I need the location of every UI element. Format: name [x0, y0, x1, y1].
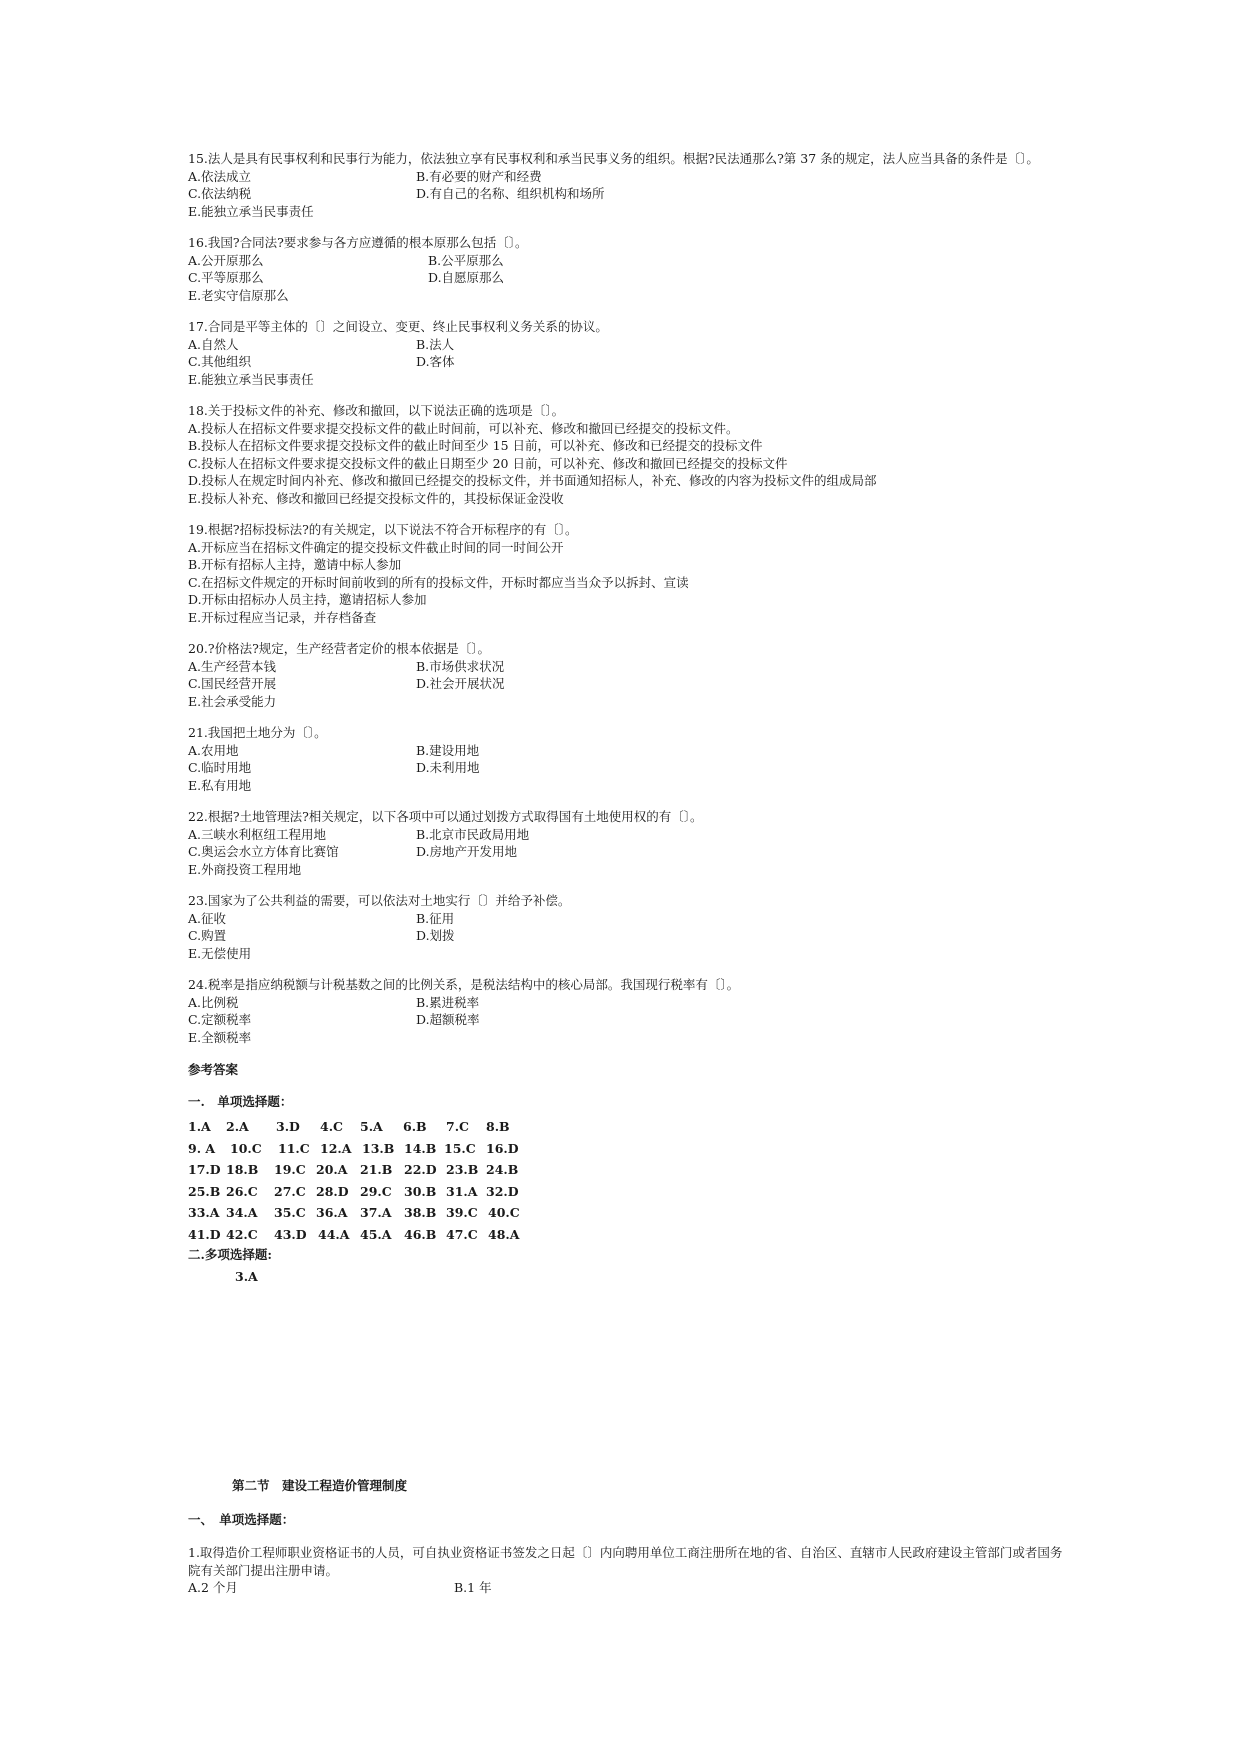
- option-b: B.投标人在招标文件要求提交投标文件的截止时间至少 15 日前，可以补充、修改和已经提交的投标文件: [188, 438, 763, 453]
- answer-row: [188, 1202, 1068, 1224]
- option-e: E.能独立承当民事责任: [188, 371, 314, 387]
- option-d: D.超额税率: [416, 1012, 480, 1027]
- option-d: D.开标由招标办人员主持，邀请招标人参加: [188, 592, 427, 607]
- section-heading: 第二节 建设工程造价管理制度: [232, 1478, 408, 1493]
- question: [188, 892, 1068, 962]
- option-a: A.公开原那么: [188, 252, 264, 268]
- answer-cell: 26.C: [226, 1183, 258, 1199]
- answer-cell: 28.D: [316, 1183, 349, 1199]
- question-stem: 20.?价格法?规定，生产经营者定价的根本依据是〔〕。: [188, 641, 491, 656]
- answer-cell: 5.A: [360, 1119, 383, 1134]
- option-a: A.投标人在招标文件要求提交投标文件的截止时间前，可以补充、修改和撤回已经提交的投标文件。: [188, 420, 739, 436]
- answer-row: [188, 1116, 1068, 1138]
- option-b: B.1 年: [454, 1580, 492, 1595]
- answer-cell: 34.A: [226, 1205, 258, 1220]
- answer-cell: 15.C: [444, 1140, 476, 1156]
- option-b: B.有必要的财产和经费: [416, 168, 542, 184]
- question-stem: 22.根据?土地管理法?相关规定，以下各项中可以通过划拨方式取得国有土地使用权的有〔〕。: [188, 809, 703, 824]
- answer-cell: 27.C: [274, 1183, 306, 1199]
- answer-cell: 36.A: [316, 1205, 348, 1220]
- answer-cell: 18.B: [226, 1162, 259, 1177]
- answer-cell: 39.C: [446, 1205, 478, 1220]
- answer-cell: 25.B: [188, 1183, 221, 1199]
- option-d: D.有自己的名称、组织机构和场所: [416, 186, 605, 201]
- option-a: A.2 个月: [188, 1580, 238, 1595]
- answer-cell: 47.C: [446, 1226, 478, 1242]
- option-d: D.自愿原那么: [428, 270, 505, 285]
- option-c: C.其他组织: [188, 354, 252, 369]
- answer-cell: 35.C: [274, 1205, 306, 1220]
- answer-cell: 33.A: [188, 1205, 220, 1220]
- question-stem: 1.取得造价工程师职业资格证书的人员，可自执业资格证书签发之日起〔〕内向聘用单位工商注册所在地的省、自治区、直辖市人民政府建设主管部门或者国务院有关部门提出注册申请。: [188, 1545, 1063, 1578]
- question-stem: 21.我国把土地分为〔〕。: [188, 725, 327, 740]
- question-stem: 19.根据?招标投标法?的有关规定，以下说法不符合开标程序的有〔〕。: [188, 522, 578, 537]
- option-b: B.北京市民政局用地: [416, 826, 530, 842]
- option-d: D.客体: [416, 354, 455, 369]
- question-list: [188, 150, 1068, 1046]
- option-a: A.征收: [188, 910, 227, 926]
- answer-cell: 6.B: [403, 1119, 427, 1134]
- question: [188, 724, 1068, 794]
- answer-row: [188, 1138, 1068, 1160]
- answer-cell: 3.D: [276, 1119, 300, 1134]
- option-e: E.开标过程应当记录，并存档备查: [188, 609, 377, 625]
- option-e: E.投标人补充、修改和撤回已经提交投标文件的，其投标保证金没收: [188, 490, 564, 506]
- answer-cell: 24.B: [486, 1162, 519, 1177]
- option-b: B.公平原那么: [428, 252, 504, 268]
- option-b: B.累进税率: [416, 994, 480, 1010]
- option-c: C.奥运会水立方体育比赛馆: [188, 844, 339, 859]
- answer-cell: 14.B: [404, 1140, 437, 1156]
- answer-cell: 46.B: [404, 1226, 437, 1242]
- question: [188, 640, 1068, 710]
- answer-cell: 10.C: [230, 1140, 262, 1156]
- answer-cell: 12.A: [320, 1140, 352, 1156]
- answer-row: [188, 1159, 1068, 1181]
- question: [188, 234, 1068, 304]
- answer-cell: 41.D: [188, 1226, 221, 1242]
- option-c: C.依法纳税: [188, 186, 252, 201]
- answer-cell: 11.C: [278, 1140, 310, 1156]
- answer-cell: 20.A: [316, 1162, 348, 1177]
- answer-cell: 23.B: [446, 1162, 479, 1177]
- answer-cell: 38.B: [404, 1205, 437, 1220]
- option-a: A.开标应当在招标文件确定的提交投标文件截止时间的同一时间公开: [188, 539, 564, 555]
- answer-cell: 13.B: [362, 1140, 395, 1156]
- question-stem: 24.税率是指应纳税额与计税基数之间的比例关系，是税法结构中的核心局部。我国现行税率有〔〕。: [188, 977, 740, 992]
- answer-row: [188, 1224, 1068, 1246]
- question-stem: 16.我国?合同法?要求参与各方应遵循的根本原那么包括〔〕。: [188, 235, 528, 250]
- answer-cell: 31.A: [446, 1183, 478, 1199]
- option-a: A.比例税: [188, 994, 239, 1010]
- answer-cell: 30.B: [404, 1183, 437, 1199]
- option-a: A.生产经营本钱: [188, 658, 277, 674]
- question: [188, 150, 1068, 220]
- section-subheading: 一、 单项选择题：: [188, 1512, 295, 1527]
- option-c: C.定额税率: [188, 1012, 252, 1027]
- answer-cell: 29.C: [360, 1183, 392, 1199]
- option-c: C.投标人在招标文件要求提交投标文件的截止日期至少 20 日前，可以补充、修改和撤回已经提交的投标文件: [188, 455, 788, 471]
- option-e: E.无偿使用: [188, 945, 252, 961]
- answer-cell: 21.B: [360, 1162, 393, 1177]
- option-e: E.能独立承当民事责任: [188, 203, 314, 219]
- answer-cell: 40.C: [488, 1205, 520, 1220]
- option-c: C.临时用地: [188, 760, 252, 775]
- option-a: A.依法成立: [188, 168, 252, 184]
- question: [188, 318, 1068, 388]
- answer-cell: 43.D: [274, 1226, 307, 1242]
- question-stem: 15.法人是具有民事权利和民事行为能力，依法独立享有民事权利和承当民事义务的组织。根据?民法通那么?第 37 条的规定，法人应当具备的条件是〔〕。: [188, 151, 1039, 166]
- answer-cell: 22.D: [404, 1162, 437, 1177]
- option-d: D.划拨: [416, 928, 455, 943]
- question: [188, 402, 1068, 507]
- option-a: A.农用地: [188, 742, 239, 758]
- question-stem: 17.合同是平等主体的〔〕之间设立、变更、终止民事权利义务关系的协议。: [188, 319, 608, 334]
- question-stem: 23.国家为了公共利益的需要，可以依法对土地实行〔〕并给予补偿。: [188, 893, 571, 908]
- answer-cell: 32.D: [486, 1183, 519, 1199]
- document-body: [188, 150, 1068, 1284]
- answer-cell: 37.A: [360, 1205, 392, 1220]
- option-c: C.平等原那么: [188, 270, 264, 285]
- question: [188, 808, 1068, 878]
- question-stem: 18.关于投标文件的补充、修改和撤回，以下说法正确的选项是〔〕。: [188, 403, 565, 418]
- answer-grid: [188, 1116, 1068, 1245]
- multi-choice-answer: 3.A: [235, 1269, 258, 1284]
- option-d: D.未利用地: [416, 760, 480, 775]
- answer-cell: 44.A: [318, 1226, 350, 1242]
- option-b: B.征用: [416, 910, 455, 926]
- option-e: E.外商投资工程用地: [188, 861, 302, 877]
- answer-cell: 16.D: [486, 1140, 519, 1156]
- option-e: E.全额税率: [188, 1029, 252, 1045]
- answer-cell: 4.C: [320, 1119, 343, 1134]
- answer-cell: 17.D: [188, 1162, 221, 1177]
- option-e: E.私有用地: [188, 777, 252, 793]
- option-e: E.社会承受能力: [188, 693, 277, 709]
- option-c: C.购置: [188, 928, 227, 943]
- option-d: D.社会开展状况: [416, 676, 505, 691]
- answer-cell: 2.A: [226, 1119, 249, 1134]
- question: [188, 521, 1068, 626]
- answer-row: [188, 1181, 1068, 1203]
- option-d: D.投标人在规定时间内补充、修改和撤回已经提交的投标文件，并书面通知招标人，补充、修改的内容为投标文件的组成局部: [188, 473, 877, 488]
- answer-cell: 42.C: [226, 1226, 258, 1242]
- answer-cell: 8.B: [486, 1119, 510, 1134]
- answer-cell: 1.A: [188, 1119, 211, 1134]
- answer-cell: 19.C: [274, 1162, 306, 1177]
- answer-key-title: 参考答案: [188, 1062, 239, 1077]
- single-choice-answers-title: 一. 单项选择题：: [188, 1094, 293, 1109]
- answer-cell: 48.A: [488, 1226, 520, 1242]
- answer-cell: 7.C: [446, 1119, 469, 1134]
- section2-question: [188, 1544, 1068, 1597]
- answer-key: [188, 1060, 1068, 1284]
- option-c: C.在招标文件规定的开标时间前收到的所有的投标文件，开标时都应当当众予以拆封、宣读: [188, 574, 689, 590]
- option-b: B.建设用地: [416, 742, 480, 758]
- answer-cell: 45.A: [360, 1226, 392, 1242]
- option-b: B.市场供求状况: [416, 658, 505, 674]
- option-b: B.法人: [416, 336, 455, 352]
- option-a: A.三峡水利枢纽工程用地: [188, 826, 327, 842]
- option-b: B.开标有招标人主持，邀请中标人参加: [188, 557, 402, 572]
- question: [188, 976, 1068, 1046]
- option-a: A.自然人: [188, 336, 239, 352]
- multi-choice-answers-title: 二.多项选择题:: [188, 1247, 272, 1262]
- option-c: C.国民经营开展: [188, 676, 277, 691]
- answer-cell: 9. A: [188, 1140, 216, 1156]
- option-e: E.老实守信原那么: [188, 287, 289, 303]
- option-d: D.房地产开发用地: [416, 844, 518, 859]
